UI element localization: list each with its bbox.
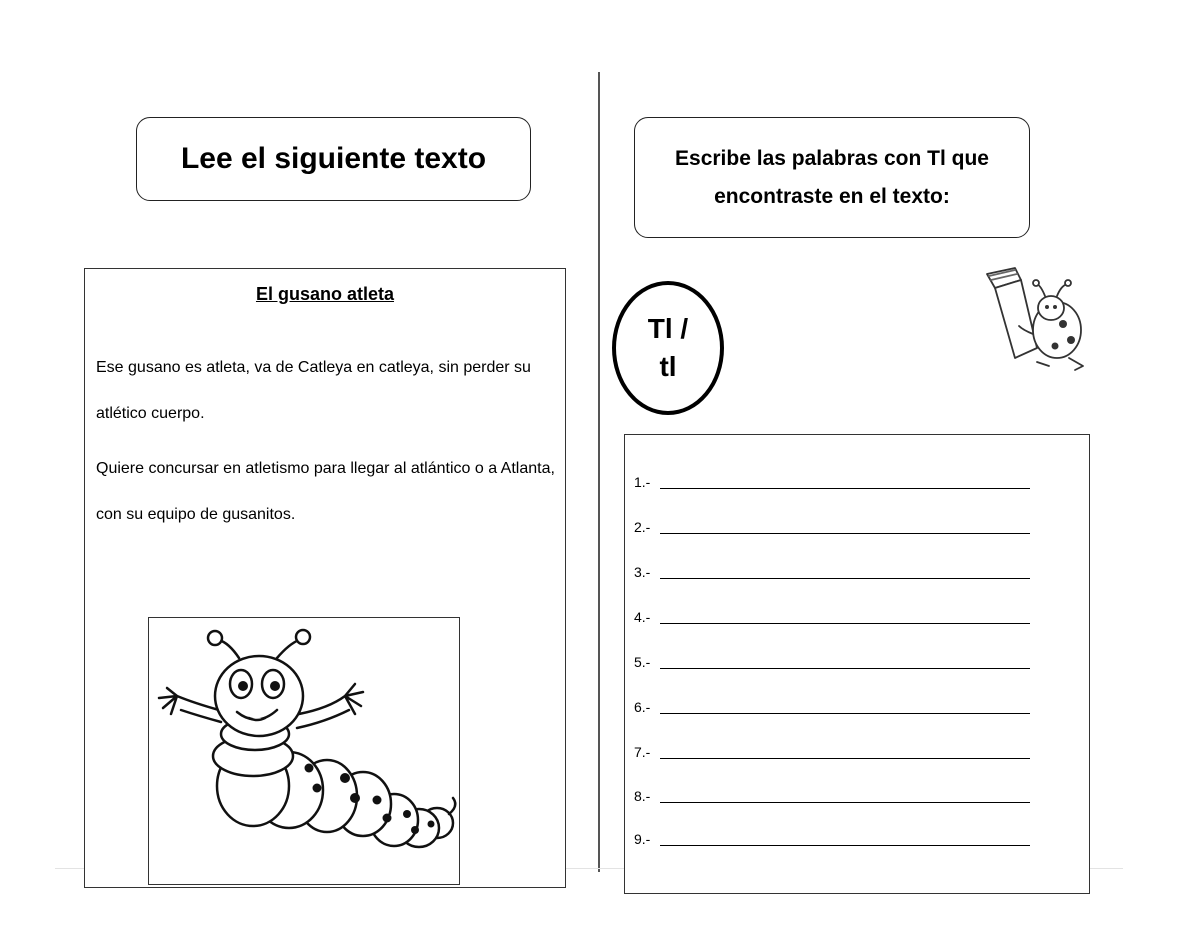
write-line[interactable] [660,570,1030,579]
answer-line-8[interactable] [634,780,1044,806]
answer-line-3[interactable] [634,556,1044,582]
write-line[interactable] [660,837,1030,846]
story-paragraph-2: Quiere concursar en atletismo para llegar al atlántico o a Atlanta, con su equipo de gusanitos. [96,460,555,523]
story-title: El gusano atleta [255,284,395,304]
left-heading: Lee el siguiente texto [136,117,531,201]
line-number: 9.- [634,831,651,847]
worm-illustration [149,618,460,885]
line-number: 5.- [634,654,651,670]
write-line[interactable] [660,615,1030,624]
line-number: 2.- [634,519,651,535]
answer-line-6[interactable] [634,691,1044,717]
answer-line-7[interactable] [634,736,1044,762]
line-number: 8.- [634,788,651,804]
line-number: 4.- [634,609,651,625]
write-line[interactable] [660,525,1030,534]
answer-line-5[interactable] [634,646,1044,672]
line-number: 1.- [634,474,651,490]
tl-circle-label: Tl / tl [612,281,724,415]
write-line[interactable] [660,660,1030,669]
worm-picture-frame [148,617,460,885]
write-line[interactable] [660,480,1030,489]
ladybug-with-pencil-illustration [975,262,1095,380]
write-line[interactable] [660,750,1030,759]
answer-line-4[interactable] [634,601,1044,627]
ladybug-clipart [975,262,1095,380]
write-line[interactable] [660,705,1030,714]
answer-line-1[interactable] [634,466,1044,492]
story-paragraph-1: Ese gusano es atleta, va de Catleya en catleya, sin perder su atlético cuerpo. [96,359,531,422]
answer-line-9[interactable] [634,823,1044,849]
page-divider [598,72,600,872]
write-line[interactable] [660,794,1030,803]
right-heading: Escribe las palabras con Tl que encontraste en el texto: [634,117,1030,238]
line-number: 3.- [634,564,651,580]
line-number: 7.- [634,744,651,760]
answer-line-2[interactable] [634,511,1044,537]
line-number: 6.- [634,699,651,715]
